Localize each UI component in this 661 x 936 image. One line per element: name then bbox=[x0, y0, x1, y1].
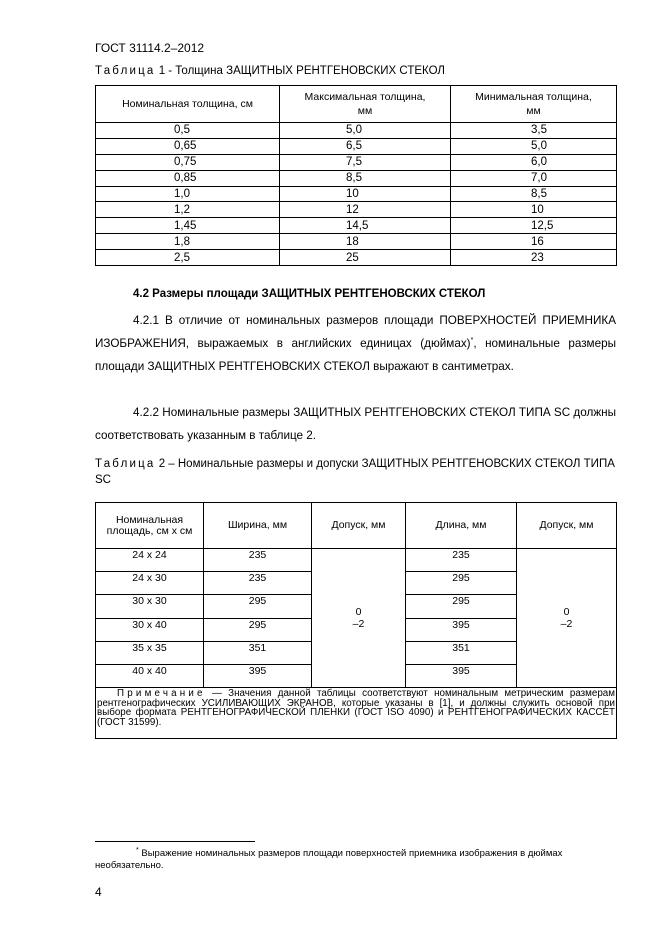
table-row bbox=[96, 549, 617, 572]
tolerance-upper: 0 bbox=[355, 606, 362, 619]
table-row bbox=[96, 186, 617, 202]
table-cell: 35 x 35 bbox=[96, 641, 204, 664]
table-cell: 30 x 40 bbox=[96, 618, 204, 641]
tolerance-upper: 0 bbox=[563, 606, 570, 619]
table-cell: 6,0 bbox=[451, 154, 617, 170]
paragraph-4-2-1-end: , номинальные размеры площади ЗАЩИТНЫХ РЕНТГЕНОВСКИХ СТЕКОЛ выражают в сантиметрах. bbox=[95, 337, 616, 373]
table-cell: 23 bbox=[451, 250, 617, 266]
table-cell: 1,2 bbox=[96, 202, 280, 218]
table-row bbox=[96, 154, 617, 170]
thickness-table bbox=[95, 85, 617, 266]
table-row bbox=[96, 138, 617, 154]
table2-header-width-tolerance: Допуск, мм bbox=[312, 503, 406, 549]
table-cell: 351 bbox=[204, 641, 312, 664]
tolerance-lower: –2 bbox=[352, 618, 365, 631]
table-cell: 5,0 bbox=[280, 123, 451, 139]
footnote-text: Выражение номинальных размеров площади поверхностей приемника изображения в дюймах необязательно. bbox=[95, 848, 563, 871]
table-cell: 0,65 bbox=[96, 138, 280, 154]
table-cell: 235 bbox=[406, 549, 517, 572]
note-text: — Значения данной таблицы соответствуют номинальным метрическим размерам рентгенографических УСИЛИВАЮЩИХ ЭКРАНОВ, которые указаны в [1], и должны служить основой при выборе формата РЕНТГЕНОГРАФИЧЕСКОЙ ПЛЕНКИ (ГОСТ ISO 4090) и РЕНТГЕНОГРАФИЧЕСКИХ КАССЕТ (ГОСТ 31599). bbox=[97, 688, 615, 728]
table-cell: 2,5 bbox=[96, 250, 280, 266]
table-note bbox=[96, 688, 617, 738]
table-row bbox=[96, 218, 617, 234]
table2-caption-prefix: Таблица bbox=[95, 458, 156, 470]
table-cell: 235 bbox=[204, 549, 312, 572]
section-heading: 4.2 Размеры площади ЗАЩИТНЫХ РЕНТГЕНОВСКИХ СТЕКОЛ bbox=[133, 288, 486, 300]
table-cell: 14,5 bbox=[280, 218, 451, 234]
table1-header-nominal: Номинальная толщина, см bbox=[96, 86, 280, 123]
table-cell: 30 x 30 bbox=[96, 595, 204, 618]
table-row bbox=[96, 250, 617, 266]
table-cell: 395 bbox=[204, 664, 312, 687]
table-row bbox=[96, 123, 617, 139]
table-cell: 1,45 bbox=[96, 218, 280, 234]
paragraph-4-2-1-text: 4.2.1 В отличие от номинальных размеров площади ПОВЕРХНОСТЕЙ ПРИЕМНИКА ИЗОБРАЖЕНИЯ, выражаемых в английских единицах (дюймах) bbox=[95, 314, 616, 350]
table-cell: 1,8 bbox=[96, 234, 280, 250]
table-note-row bbox=[96, 688, 617, 738]
footnote-separator bbox=[95, 841, 255, 842]
table2-caption-text: 2 – Номинальные размеры и допуски ЗАЩИТНЫХ РЕНТГЕНОВСКИХ СТЕКОЛ ТИПА SC bbox=[95, 458, 615, 486]
table2-caption bbox=[95, 456, 616, 488]
table2-header-length-tolerance: Допуск, мм bbox=[517, 503, 617, 549]
note-label: Примечание bbox=[117, 688, 206, 700]
table-cell: 40 x 40 bbox=[96, 664, 204, 687]
table-cell: 235 bbox=[204, 572, 312, 595]
page-number: 4 bbox=[95, 885, 102, 899]
table-row bbox=[96, 170, 617, 186]
footnote-mark: * bbox=[136, 846, 139, 854]
table1-caption-prefix: Таблица bbox=[95, 65, 156, 77]
table1-caption-text: 1 - Толщина ЗАЩИТНЫХ РЕНТГЕНОВСКИХ СТЕКОЛ bbox=[155, 65, 445, 77]
table-row bbox=[96, 234, 617, 250]
table-cell: 25 bbox=[280, 250, 451, 266]
length-tolerance-cell bbox=[517, 549, 617, 688]
table1-caption bbox=[95, 65, 445, 77]
table-cell: 0,75 bbox=[96, 154, 280, 170]
width-tolerance-cell bbox=[312, 549, 406, 688]
table-cell: 0,85 bbox=[96, 170, 280, 186]
table-cell: 295 bbox=[204, 618, 312, 641]
table-cell: 1,0 bbox=[96, 186, 280, 202]
table-cell: 8,5 bbox=[451, 186, 617, 202]
paragraph-4-2-2: 4.2.2 Номинальные размеры ЗАЩИТНЫХ РЕНТГЕНОВСКИХ СТЕКОЛ ТИПА SC должны соответствовать указанным в таблице 2. bbox=[95, 406, 616, 442]
table-cell: 8,5 bbox=[280, 170, 451, 186]
table2-header-length: Длина, мм bbox=[406, 503, 517, 549]
tolerance-lower: –2 bbox=[560, 618, 573, 631]
footnote-body bbox=[95, 848, 616, 872]
table-cell: 295 bbox=[204, 595, 312, 618]
table-cell: 5,0 bbox=[451, 138, 617, 154]
table-cell: 10 bbox=[280, 186, 451, 202]
table1-header-min: Минимальная толщина, мм bbox=[451, 86, 617, 123]
table-cell: 24 x 24 bbox=[96, 549, 204, 572]
table-cell: 3,5 bbox=[451, 123, 617, 139]
document-header: ГОСТ 31114.2–2012 bbox=[95, 41, 205, 55]
table1-header-max: Максимальная толщина, мм bbox=[280, 86, 451, 123]
footnote-reference: * bbox=[470, 337, 474, 345]
table-cell: 351 bbox=[406, 641, 517, 664]
table-cell: 395 bbox=[406, 664, 517, 687]
paragraph-4-2-1 bbox=[95, 309, 616, 378]
table-cell: 12,5 bbox=[451, 218, 617, 234]
area-sizes-table bbox=[95, 502, 617, 739]
table-cell: 6,5 bbox=[280, 138, 451, 154]
table-cell: 395 bbox=[406, 618, 517, 641]
table-cell: 7,0 bbox=[451, 170, 617, 186]
table-cell: 295 bbox=[406, 572, 517, 595]
table-cell: 10 bbox=[451, 202, 617, 218]
table2-header-width: Ширина, мм bbox=[204, 503, 312, 549]
footnote bbox=[95, 848, 616, 872]
table-cell: 0,5 bbox=[96, 123, 280, 139]
table-cell: 295 bbox=[406, 595, 517, 618]
table-cell: 16 bbox=[451, 234, 617, 250]
table-cell: 12 bbox=[280, 202, 451, 218]
table-cell: 24 x 30 bbox=[96, 572, 204, 595]
table-cell: 7,5 bbox=[280, 154, 451, 170]
table-row bbox=[96, 202, 617, 218]
table-cell: 18 bbox=[280, 234, 451, 250]
table2-header-area: Номинальная площадь, см х см bbox=[96, 503, 204, 549]
